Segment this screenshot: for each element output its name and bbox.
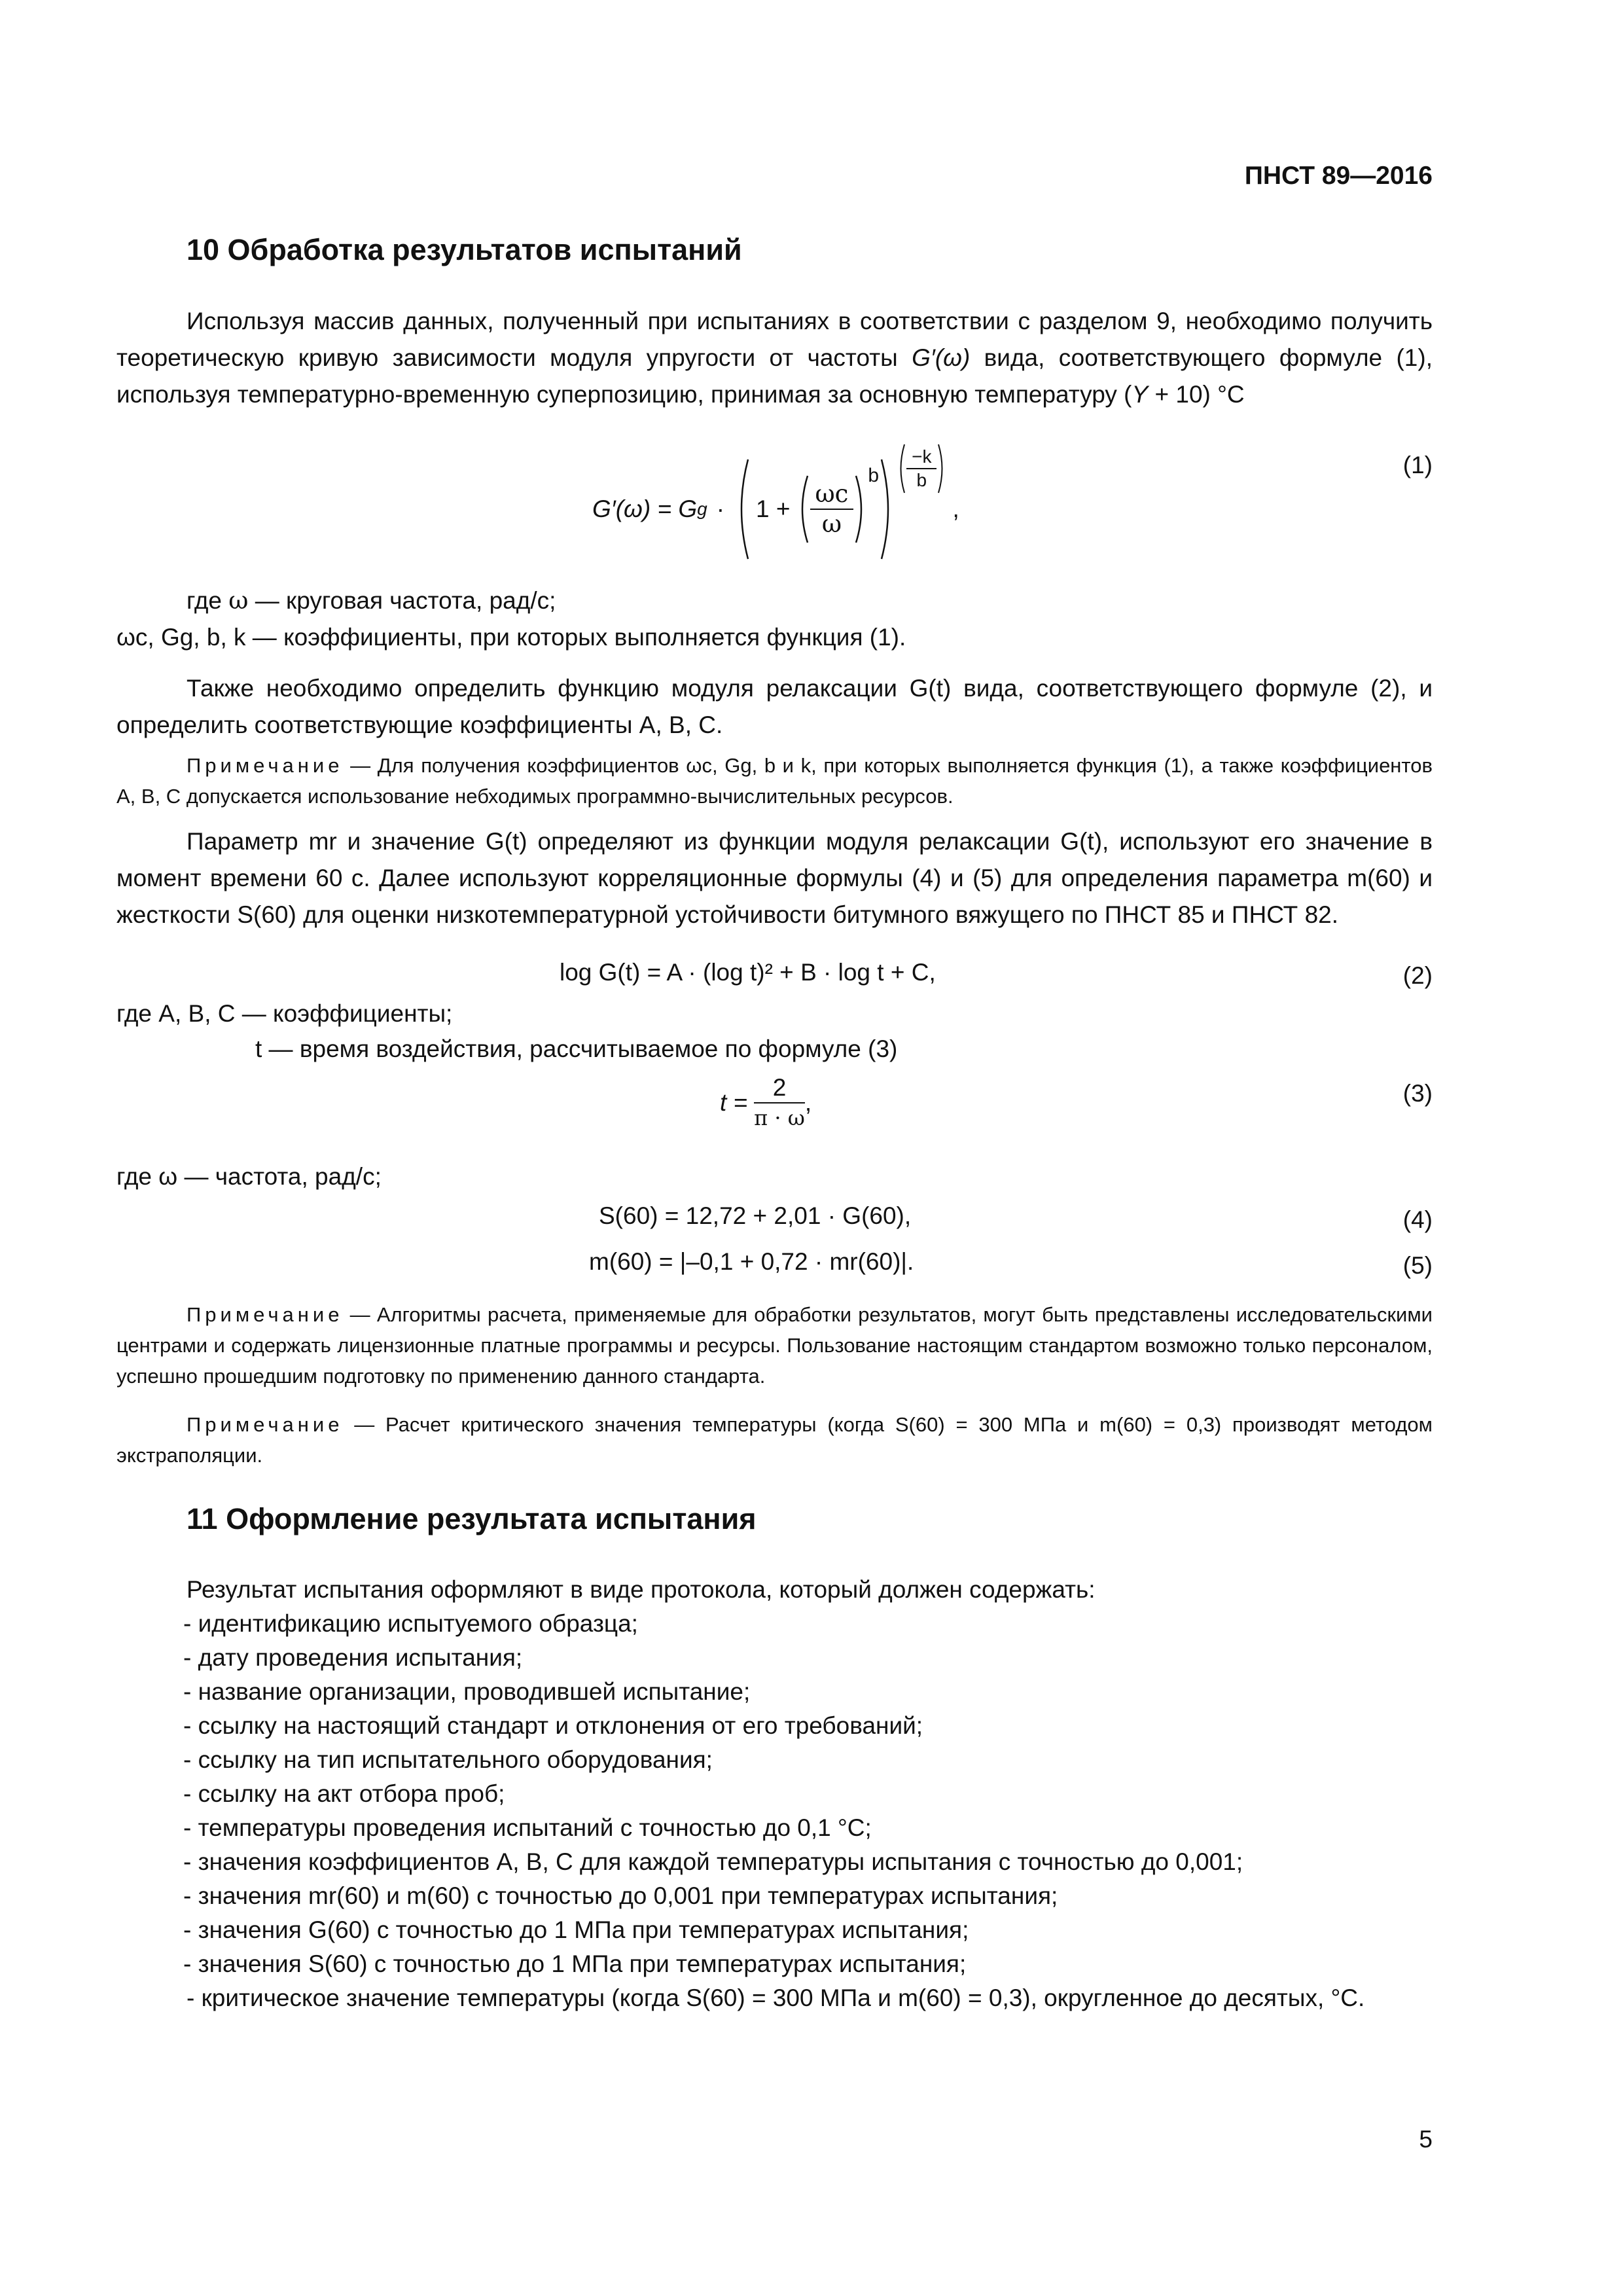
equation-4-number: (4) <box>1402 1206 1433 1233</box>
note-3: Примечание — Расчет критического значения температуры (когда S(60) = 300 МПа и m(60) = 0,3) производят методом экстраполяции. <box>116 1413 1433 1467</box>
equation-2-number: (2) <box>1402 962 1433 989</box>
equation-1-number: (1) <box>1402 452 1433 478</box>
list-item: - дату проведения испытания; <box>183 1644 523 1671</box>
equation-4: S(60) = 12,72 + 2,01 · G(60), <box>599 1202 912 1229</box>
list-item: - название организации, проводившей испытание; <box>183 1678 751 1705</box>
equation-3-fraction: $\frac{2}{\pi \cdot \omega}$ <box>754 1074 805 1130</box>
section-11-title: 11 Оформление результата испытания <box>187 1502 757 1535</box>
requirements-list <box>183 1607 1433 1981</box>
section-10-title: 10 Обработка результатов испытаний <box>187 233 742 266</box>
where-2-line2: t — время воздействия, рассчитываемое по формуле (3) <box>255 1035 898 1062</box>
where-2-line1: где А, В, С — коэффициенты; <box>116 1000 453 1027</box>
list-item: - значения коэффициентов А, В, С для каждой температуры испытания с точностью до 0,001; <box>183 1848 1243 1875</box>
document-code: ПНСТ 89—2016 <box>1244 162 1433 190</box>
left-paren <box>734 457 751 562</box>
list-item: - ссылку на тип испытательного оборудования; <box>183 1746 713 1773</box>
list-item: - ссылку на настоящий стандарт и отклонения от его требований; <box>183 1712 923 1739</box>
right-paren-inner <box>853 473 868 545</box>
list-item-last: - критическое значение температуры (когда S(60) = 300 МПа и m(60) = 0,3), округленное до десятых, °С. <box>187 1984 1365 2011</box>
left-paren-inner <box>796 473 810 545</box>
where-1-line1: где ω — круговая частота, рад/с; <box>187 586 556 615</box>
section-11-intro: Результат испытания оформляют в виде протокола, который должен содержать: <box>187 1576 1096 1603</box>
where-1-line2: ωc, Gg, b, k — коэффициенты, при которых выполняется функция (1). <box>116 624 906 651</box>
list-item: - значения S(60) с точностью до 1 МПа при температурах испытания; <box>183 1950 967 1977</box>
equation-3: t = $\frac{2}{\pi \cdot \omega}$ , <box>720 1073 812 1132</box>
list-item: - ссылку на акт отбора проб; <box>183 1780 505 1807</box>
paragraph-10-2: Также необходимо определить функцию модуля релаксации G(t) вида, соответствующего формуле (2), и определить соответствующие коэффициенты А, В, С. <box>116 675 1433 738</box>
page-number: 5 <box>1419 2126 1433 2153</box>
note-1: Примечание — Для получения коэффициентов ωc, Gg, b и k, при которых выполняется функция (1), а также коэффициентов А, В, С допускается использование небходимых программно-вычислительных ресурсов. <box>116 754 1433 808</box>
where-3: где ω — частота, рад/с; <box>116 1163 382 1190</box>
list-item: - значения mr(60) и m(60) с точностью до 0,001 при температурах испытания; <box>183 1882 1058 1909</box>
right-paren <box>879 457 896 562</box>
list-item: - идентификацию испытуемого образца; <box>183 1610 638 1637</box>
list-item: - температуры проведения испытаний с точностью до 0,1 °С; <box>183 1814 872 1841</box>
omega-fraction: $\frac{\omega c}{\omega}$ <box>810 480 854 539</box>
paragraph-10-3: Параметр mr и значение G(t) определяют из функции модуля релаксации G(t), используют его значение в момент времени 60 с. Далее используют корреляционные формулы (4) и (5) для определения параметра m(60) и жесткости S(60) для оценки низкотемпературной устойчивости битумного вяжущего по ПНСТ 85 и ПНСТ 82. <box>116 828 1433 928</box>
exponent: $\frac{-k}{b}$ <box>896 442 947 495</box>
equation-5-number: (5) <box>1402 1252 1433 1279</box>
list-item: - значения G(60) с точностью до 1 МПа при температурах испытания; <box>183 1916 969 1943</box>
equation-3-number: (3) <box>1402 1080 1433 1107</box>
paragraph-10-1: Используя массив данных, полученный при испытаниях в соответствии с разделом 9, необходимо получить теоретическую кривую зависимости модуля упругости от частоты G′(ω) вида, соответствующего формуле (1), используя температурно-временную суперпозицию, принимая за основную температуру (Y + 10) °C <box>116 308 1433 408</box>
equation-5: m(60) = |–0,1 + 0,72 · mr(60)|. <box>589 1248 914 1275</box>
note-2: Примечание — Алгоритмы расчета, применяемые для обработки результатов, могут быть представлены исследовательскими центрами и содержать лицензионные платные программы и ресурсы. Пользование настоящим стандартом возможно только персоналом, успешно прошедшим подготовку по применению данного стандарта. <box>116 1303 1433 1388</box>
equation-1: G′(ω) = G g · 1 + $\frac{\omega c}{\omega}$ b $\frac{-k}{b}$ , <box>592 452 959 566</box>
equation-2: log G(t) = A · (log t)² + B · log t + C, <box>560 959 936 986</box>
